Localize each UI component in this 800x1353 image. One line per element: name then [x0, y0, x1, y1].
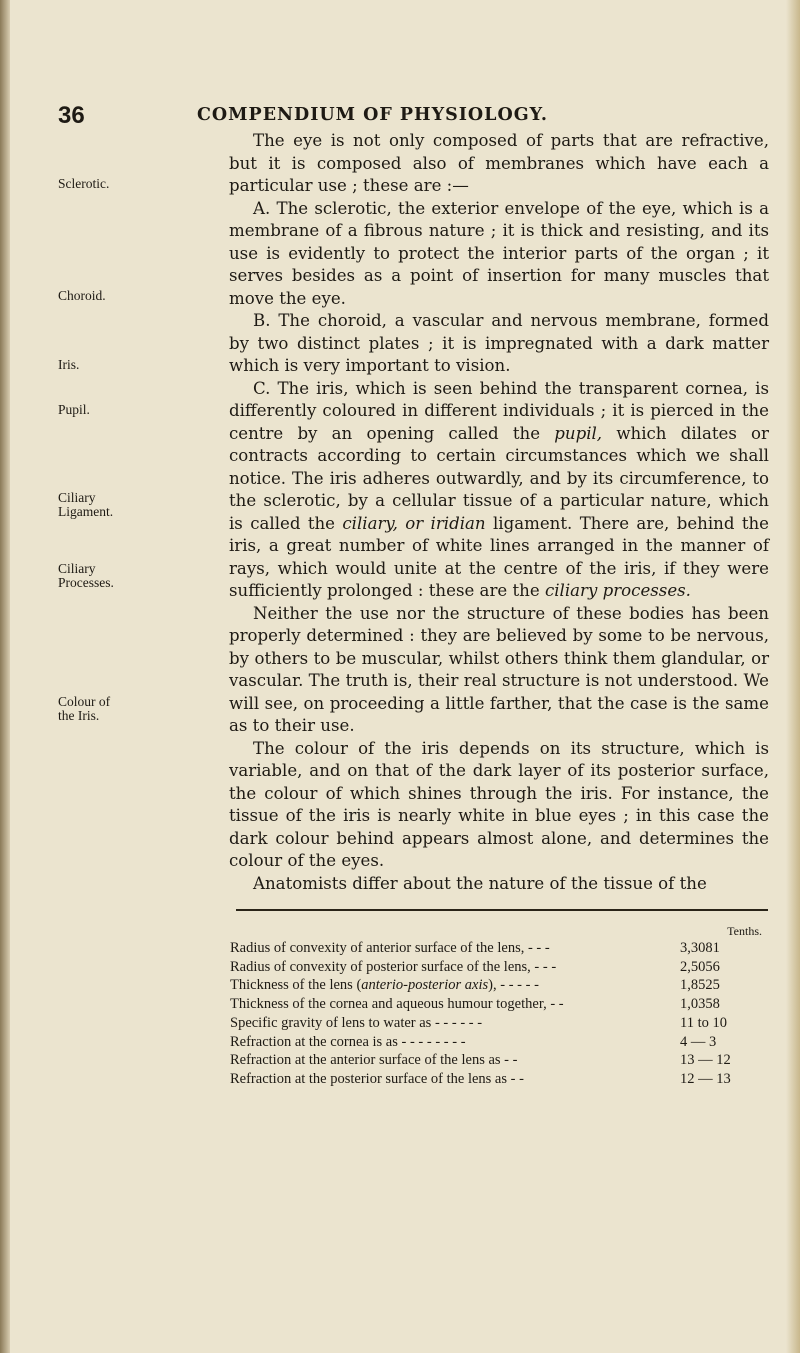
table-row: [230, 995, 770, 1014]
margin-note-colour-of-iris: Colour of the Iris.: [58, 694, 111, 723]
paragraph-choroid: B. The choroid, a vascular and nervous membrane, formed by two distinct plates ; it is impregnated with a dark matter which is very important to vision.: [229, 311, 769, 375]
table-row-value: 2,5056: [680, 958, 720, 975]
table-row-leader: - -: [550, 996, 564, 1013]
table-row: [230, 976, 770, 995]
paragraph-intro: The eye is not only composed of parts that are refractive, but it is composed also of membranes which have each a particular use ; these are :—: [229, 131, 769, 195]
paragraph-iris: [229, 378, 769, 603]
table-row-value: 3,3081: [680, 940, 720, 956]
margin-note-sclerotic: Sclerotic.: [58, 176, 110, 191]
margin-note-pupil: Pupil.: [58, 402, 90, 417]
table-row-value: 13 — 12: [680, 1052, 731, 1069]
optics-table: [230, 923, 770, 1089]
table-header: [230, 923, 770, 939]
body-text: [229, 130, 769, 895]
page-edge-shadow: [786, 0, 800, 1353]
table-row-label: Radius of convexity of anterior surface of the lens, - - -: [230, 940, 550, 956]
paragraph-use: Neither the use nor the structure of these bodies has been properly determined : they are believed by some to be nervous, by others to be muscular, whilst others think them glandular, or vascular. The truth is, their real structure is not understood. We will see, on proceeding a little farther, that the case is the same as to their use.: [229, 603, 769, 735]
iris-text-a: C. The iris, which is seen behind the transparent cornea, is differently coloured in different individuals ; it is pierced in the centre by an opening called the: [229, 378, 769, 443]
table-row-leader: - - -: [527, 940, 550, 956]
table-row-value: 12 — 13: [680, 1070, 731, 1087]
table-row-label: Refraction at the anterior surface of the lens as - -: [230, 1052, 518, 1069]
iris-text-b: which dilates or contracts according to certain circumstances which we shall notice. The iris adheres outwardly, and by its circumference, to the sclerotic, by a cellular tissue of a particular nature, which is called the: [229, 423, 769, 533]
table-row-label: Refraction at the cornea is as - - - - - - - -: [230, 1033, 466, 1050]
table-row-leader: - - - - - - - -: [401, 1033, 466, 1050]
table-row-value: 1,8525: [680, 977, 720, 994]
margin-note-ciliary-processes: Ciliary Processes.: [58, 561, 114, 590]
table-row-leader: - - - - -: [500, 977, 539, 994]
table-row-label: Refraction at the posterior surface of the lens as - -: [230, 1070, 524, 1087]
page-number: 36: [58, 102, 85, 129]
table-row-leader: - - -: [534, 958, 557, 975]
term-ciliary-processes: ciliary processes.: [544, 581, 691, 600]
margin-note-ciliary-ligament: Ciliary Ligament.: [58, 490, 114, 519]
page-binding-shadow: [0, 0, 10, 1353]
table-row: [230, 1070, 770, 1089]
paragraph-anatomists: Anatomists differ about the nature of the tissue of the: [253, 873, 707, 893]
margin-note-iris: Iris.: [58, 357, 80, 372]
page-header: [0, 102, 800, 132]
running-head: COMPENDIUM OF PHYSIOLOGY.: [197, 105, 548, 125]
paragraph-sclerotic: A. The sclerotic, the exterior envelope of the eye, which is a membrane of a fibrous nature ; it is thick and resisting, and its use is evidently to protect the interior parts of the organ ; it serves besides as a point of insertion for many muscles that move the eye.: [229, 198, 769, 308]
term-pupil: pupil,: [554, 423, 603, 443]
table-row: [230, 1014, 770, 1033]
margin-note-choroid: Choroid.: [58, 288, 106, 303]
table-divider-rule: [236, 909, 768, 911]
table-unit-header: Tenths.: [727, 924, 762, 938]
table-row: [230, 1033, 770, 1052]
iris-text-c: ligament. There are, behind the iris, a great number of white lines arranged in the manner of rays, which would unite at the centre of the iris, if they were sufficiently prolonged : these are the: [229, 513, 769, 600]
table-row-label: Thickness of the lens (anterio-posterior axis), - - - - -: [230, 977, 539, 994]
table-row-leader: - -: [510, 1070, 524, 1087]
term-ciliary-ligament: ciliary, or iridian: [342, 513, 486, 533]
table-row: [230, 1051, 770, 1070]
table-row-label: Specific gravity of lens to water as - - - - - -: [230, 1014, 483, 1031]
table-row-leader: - -: [504, 1052, 518, 1069]
table-row-value: 11 to 10: [680, 1014, 727, 1031]
table-row-label: Radius of convexity of posterior surface of the lens, - - -: [230, 958, 557, 975]
table-row-label: Thickness of the cornea and aqueous humour together, - -: [230, 996, 564, 1013]
table-row-value: 1,0358: [680, 996, 720, 1013]
table-row-value: 4 — 3: [680, 1033, 717, 1050]
paragraph-colour: The colour of the iris depends on its structure, which is variable, and on that of the dark layer of its posterior surface, the colour of which shines through the iris. For instance, the tissue of the iris is nearly white in blue eyes ; in this case the dark colour behind appears almost alone, and determines the colour of the eyes.: [229, 738, 769, 870]
table-row-leader: - - - - - -: [434, 1014, 483, 1031]
table-row: [230, 958, 770, 977]
table-row: [230, 939, 770, 958]
